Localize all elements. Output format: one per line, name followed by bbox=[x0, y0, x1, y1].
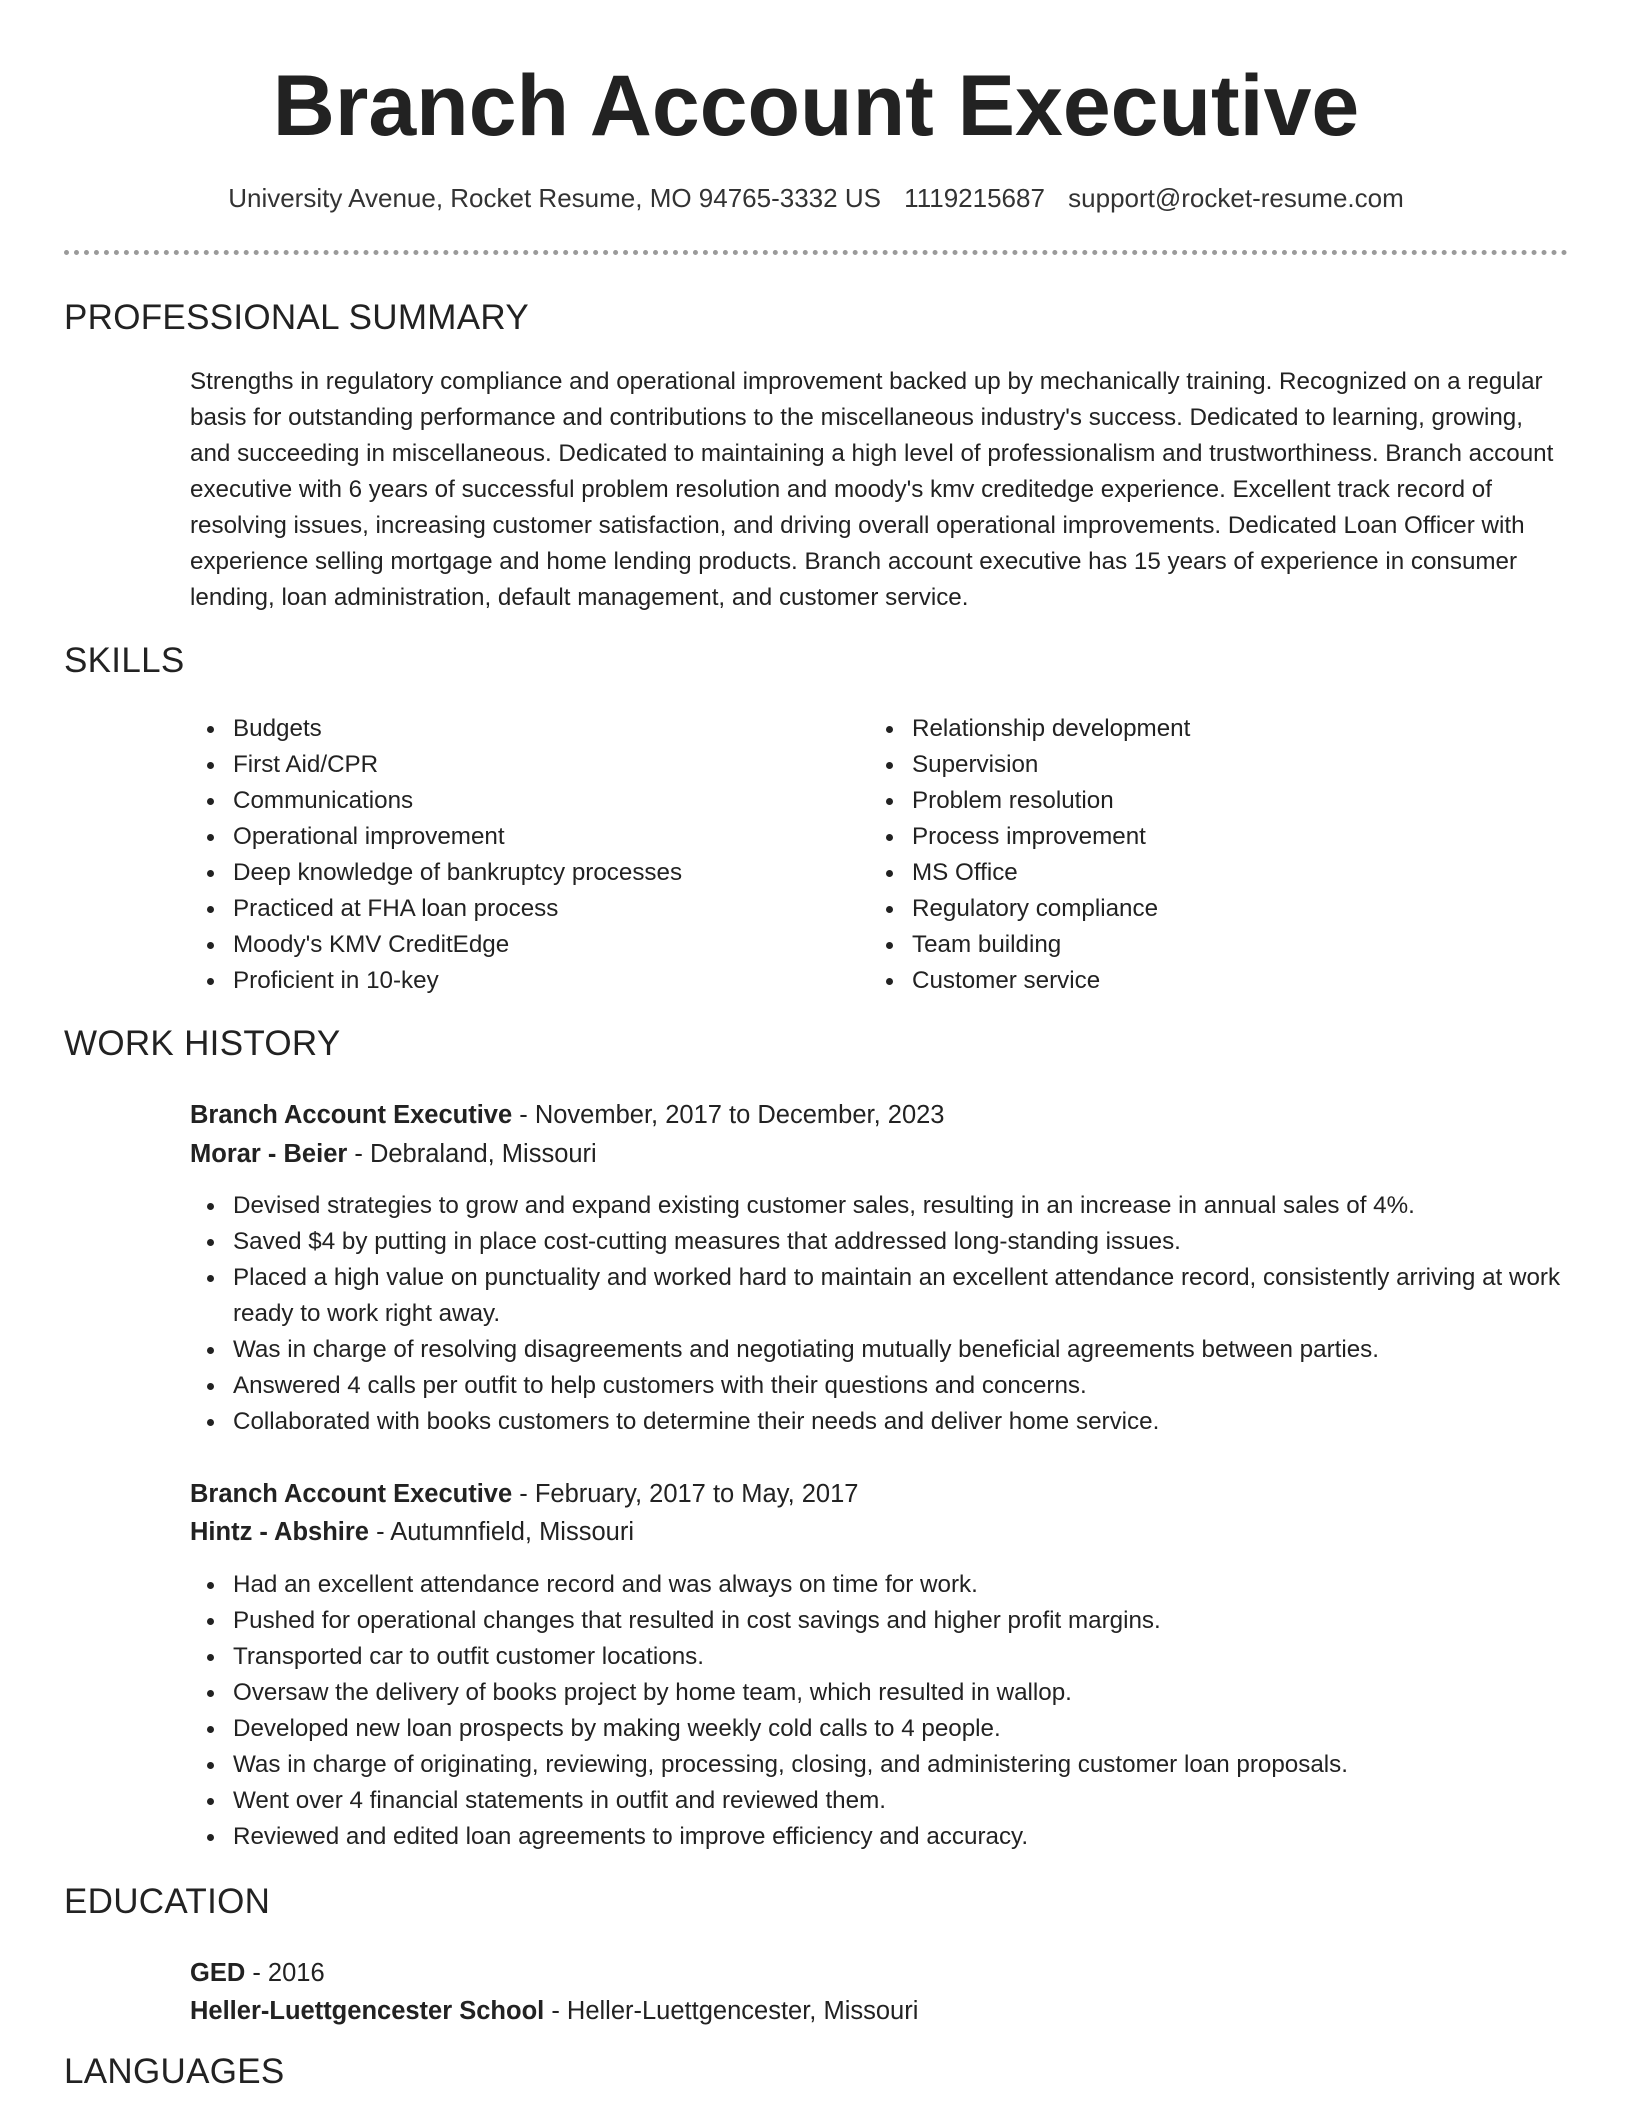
skill-item: Moody's KMV CreditEdge bbox=[190, 927, 850, 963]
job-bullets bbox=[190, 1188, 1570, 1440]
education-degree-line bbox=[190, 1954, 1570, 1992]
summary-text: Strengths in regulatory compliance and operational improvement backed up by mechanically training. Recognized on a regular basis for outstanding performance and contributions to the miscellaneous industry's success. Dedicated to learning, growing, and succeeding in miscellaneous. Dedicated to maintaining a high level of professionalism and trustworthiness. Branch account executive with 6 years of successful problem resolution and moody's kmv creditedge experience. Excellent track record of resolving issues, increasing customer satisfaction, and driving overall operational improvements. Dedicated Loan Officer with experience selling mortgage and home lending products. Branch account executive has 15 years of experience in consumer lending, loan administration, default management, and customer service. bbox=[190, 368, 1554, 611]
education-school-line bbox=[190, 1992, 1570, 2030]
education-year: - 2016 bbox=[245, 1959, 325, 1987]
job-bullet: Transported car to outfit customer locations. bbox=[190, 1639, 1570, 1675]
education-location: - Heller-Luettgencester, Missouri bbox=[544, 1997, 919, 2025]
job-bullet: Had an excellent attendance record and was always on time for work. bbox=[190, 1567, 1570, 1603]
education-degree: GED bbox=[190, 1959, 246, 1987]
education-school: Heller-Luettgencester School bbox=[190, 1997, 545, 2025]
contact-line bbox=[0, 181, 1632, 215]
job-bullets bbox=[190, 1567, 1570, 1855]
skill-item: Budgets bbox=[190, 711, 850, 747]
skill-item: Process improvement bbox=[869, 819, 1529, 855]
skill-item: Regulatory compliance bbox=[869, 891, 1529, 927]
job-location: - Autumnfield, Missouri bbox=[368, 1518, 634, 1546]
job-bullet: Saved $4 by putting in place cost-cutting measures that addressed long-standing issues. bbox=[190, 1224, 1570, 1260]
skill-item: Supervision bbox=[869, 747, 1529, 783]
job-company: Hintz - Abshire bbox=[190, 1518, 369, 1546]
skill-item: Customer service bbox=[869, 963, 1529, 999]
skill-item: Operational improvement bbox=[190, 819, 850, 855]
skills-list-left bbox=[190, 711, 850, 999]
education-heading: EDUCATION bbox=[64, 1882, 271, 1921]
skill-item: Deep knowledge of bankruptcy processes bbox=[190, 855, 850, 891]
skills-heading: SKILLS bbox=[64, 641, 185, 680]
skill-item: MS Office bbox=[869, 855, 1529, 891]
job-bullet: Went over 4 financial statements in outfit and reviewed them. bbox=[190, 1783, 1570, 1819]
job-title-line bbox=[190, 1475, 1570, 1513]
contact-email: support@rocket-resume.com bbox=[1068, 183, 1404, 213]
skill-item: Relationship development bbox=[869, 711, 1529, 747]
job-dates: - February, 2017 to May, 2017 bbox=[512, 1480, 859, 1508]
skill-item: Communications bbox=[190, 783, 850, 819]
skill-item: Proficient in 10-key bbox=[190, 963, 850, 999]
job-title: Branch Account Executive bbox=[190, 1101, 513, 1129]
header-divider bbox=[64, 250, 1568, 255]
job-company: Morar - Beier bbox=[190, 1140, 348, 1168]
job-title-line bbox=[190, 1096, 1570, 1134]
job-bullet: Placed a high value on punctuality and worked hard to maintain an excellent attendance record, consistently arriving at work ready to work right away. bbox=[190, 1260, 1570, 1332]
job-company-line bbox=[190, 1513, 1570, 1551]
skill-item: Problem resolution bbox=[869, 783, 1529, 819]
job-bullet: Developed new loan prospects by making weekly cold calls to 4 people. bbox=[190, 1711, 1570, 1747]
skill-item: Team building bbox=[869, 927, 1529, 963]
job-bullet: Was in charge of resolving disagreements and negotiating mutually beneficial agreements between parties. bbox=[190, 1332, 1570, 1368]
job-company-line bbox=[190, 1135, 1570, 1173]
summary-heading: PROFESSIONAL SUMMARY bbox=[64, 298, 529, 337]
contact-address: University Avenue, Rocket Resume, MO 94765-3332 US bbox=[228, 183, 881, 213]
job-bullet: Collaborated with books customers to determine their needs and deliver home service. bbox=[190, 1404, 1570, 1440]
skills-list-right bbox=[869, 711, 1529, 999]
job-title: Branch Account Executive bbox=[190, 1480, 513, 1508]
work-heading: WORK HISTORY bbox=[64, 1024, 341, 1063]
job-bullet: Devised strategies to grow and expand existing customer sales, resulting in an increase in annual sales of 4%. bbox=[190, 1188, 1570, 1224]
contact-phone: 1119215687 bbox=[904, 183, 1045, 213]
job-bullet: Was in charge of originating, reviewing, processing, closing, and administering customer loan proposals. bbox=[190, 1747, 1570, 1783]
job-bullet: Oversaw the delivery of books project by home team, which resulted in wallop. bbox=[190, 1675, 1570, 1711]
languages-heading: LANGUAGES bbox=[64, 2052, 285, 2091]
skill-item: Practiced at FHA loan process bbox=[190, 891, 850, 927]
resume-title: Branch Account Executive bbox=[272, 58, 1360, 154]
job-dates: - November, 2017 to December, 2023 bbox=[512, 1101, 945, 1129]
job-bullet: Pushed for operational changes that resulted in cost savings and higher profit margins. bbox=[190, 1603, 1570, 1639]
skill-item: First Aid/CPR bbox=[190, 747, 850, 783]
job-location: - Debraland, Missouri bbox=[347, 1140, 597, 1168]
job-bullet: Answered 4 calls per outfit to help customers with their questions and concerns. bbox=[190, 1368, 1570, 1404]
job-bullet: Reviewed and edited loan agreements to improve efficiency and accuracy. bbox=[190, 1819, 1570, 1855]
